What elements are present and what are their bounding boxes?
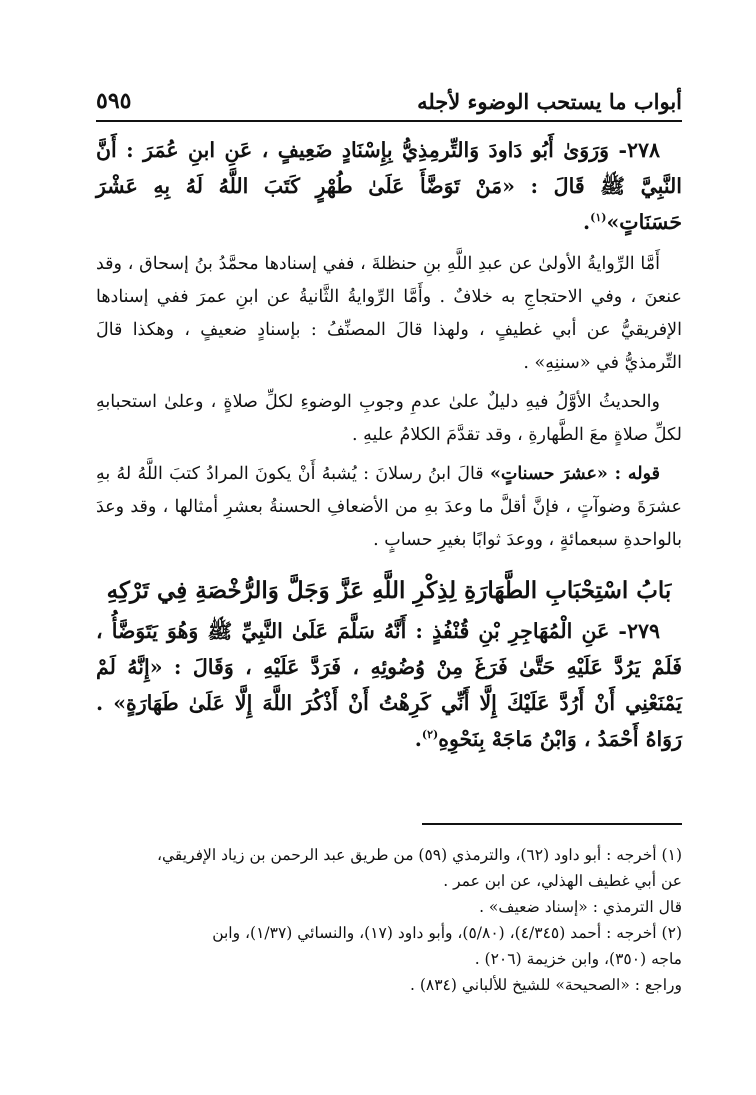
footnote-separator [422,823,682,825]
main-text [96,132,682,765]
hadith-278-end: . [582,210,591,234]
running-title: أبواب ما يستحب الوضوء لأجله [417,89,682,114]
footnote-1-line-3: قال الترمذي : «إسناد ضعيف» . [479,898,682,916]
footnote-1 [96,842,682,868]
commentary-paragraph-1: أَمَّا الرِّوايةُ الأولىٰ عن عبدِ اللَّهِ بنِ حنظلةَ ، ففي إسنادها محمَّدُ بنُ إسحاق ، وقد عنعنَ ، وفي الاحتجاجِ به خلافٌ . وأَمَّا الرِّوايةُ الثَّانيةُ عن ابنِ عمرَ ففي إسنادها الإفريقيُّ عن أبي غطيفٍ ، ولهذا قالَ المصنِّفُ : بإسنادٍ ضعيفٍ ، وهكذا قالَ التِّرمذيُّ في «سننِهِ» . [96,254,682,373]
chapter-title: بَابُ اسْتِحْبَابِ الطَّهَارَةِ لِذِكْرِ اللَّهِ عَزَّ وَجَلَّ وَالرُّخْصَةِ فِي تَرْكِهِ [106,577,672,604]
footnote-2 [96,920,682,946]
footnote-1-line-2: عن أبي غطيف الهذلي، عن ابن عمر . [443,872,682,890]
hadith-279-end: . [414,727,422,751]
footnote-2-line-2: ماجه (٣٥٠)، وابن خزيمة (٢٠٦) . [474,950,682,968]
footnote-number: (٢) [661,924,682,942]
page-number: ٥٩٥ [96,88,132,114]
footnote-line: أخرجه : أبو داود (٦٢)، والترمذي (٥٩) من طريق عبد الرحمن بن زياد الإفريقي، [157,846,657,864]
hadith-278 [96,132,682,240]
running-header [96,78,682,122]
footnote-number: (١) [661,846,682,864]
footnote-ref-1[interactable]: (١) [590,211,607,225]
commentary-paragraph-2: والحديثُ الأوَّلُ فيهِ دليلٌ علىٰ عدمِ وجوبِ الوضوءِ لكلِّ صلاةٍ ، وعلىٰ استحبابهِ لكلِّ صلاةٍ معَ الطَّهارةِ ، وقد تقدَّمَ الكلامُ عليهِ . [96,392,682,445]
footnote-line: أخرجه : أحمد (٤/٣٤٥)، (٥/٨٠)، وأبو داود (١٧)، والنسائي (١/٣٧)، وابن [212,924,657,942]
commentary-paragraph-3 [96,458,682,557]
commentary-rest: قالَ ابنُ رسلانَ : يُشبهُ أَنْ يكونَ المرادُ كتبَ اللَّهُ لهُ بهِ عشرَةَ وضوآتٍ ، فإنَّ أقلَّ ما وعدَ بهِ من الأضعافِ الحسنةُ بعشرِ أمثالها ، وقد وعدَ بالواحدةِ سبعمائةٍ ، ووعدَ ثوابًا بغيرِ حسابٍ . [96,464,682,550]
hadith-278-text: ٢٧٨- وَرَوَىٰ أَبُو دَاودَ وَالتِّرمِذِيُّ بِإِسْنَادٍ ضَعِيفٍ ، عَنِ ابنِ عُمَرَ : أَنَّ النَّبِيَّ ﷺ قَالَ : «مَنْ تَوَضَّأَ عَلَىٰ طُهْرٍ كَتَبَ اللَّهُ لَهُ بِهِ عَشْرَ حَسَنَاتٍ» [96,138,682,234]
footnotes [96,842,682,998]
footnote-ref-2[interactable]: (٢) [421,728,439,742]
footnote-2-line-3: وراجع : «الصحيحة» للشيخ للألباني (٨٣٤) . [409,976,682,994]
hadith-279-text: ٢٧٩- عَنِ الْمُهَاجِرِ بْنِ قُنْفُذٍ : أَنَّهُ سَلَّمَ عَلَىٰ النَّبِيِّ ﷺ وَهُوَ يَتَوَضَّأُ ، فَلَمْ يَرُدَّ عَلَيْهِ حَتَّىٰ فَرَغَ مِنْ وُضُوئِهِ ، فَرَدَّ عَلَيْهِ ، وَقَالَ : «إِنَّهُ لَمْ يَمْنَعْنِي أَنْ أَرُدَّ عَلَيْكَ إِلَّا أَنِّي كَرِهْتُ أَنْ أَذْكُرَ اللَّهَ إِلَّا عَلَىٰ طَهَارَةٍ» . رَوَاهُ أَحْمَدُ ، وَابْنُ مَاجَهْ بِنَحْوِهِ [96,619,682,751]
commentary-lead: قوله : «عشرَ حسناتٍ» [489,464,660,484]
hadith-279 [96,613,682,757]
